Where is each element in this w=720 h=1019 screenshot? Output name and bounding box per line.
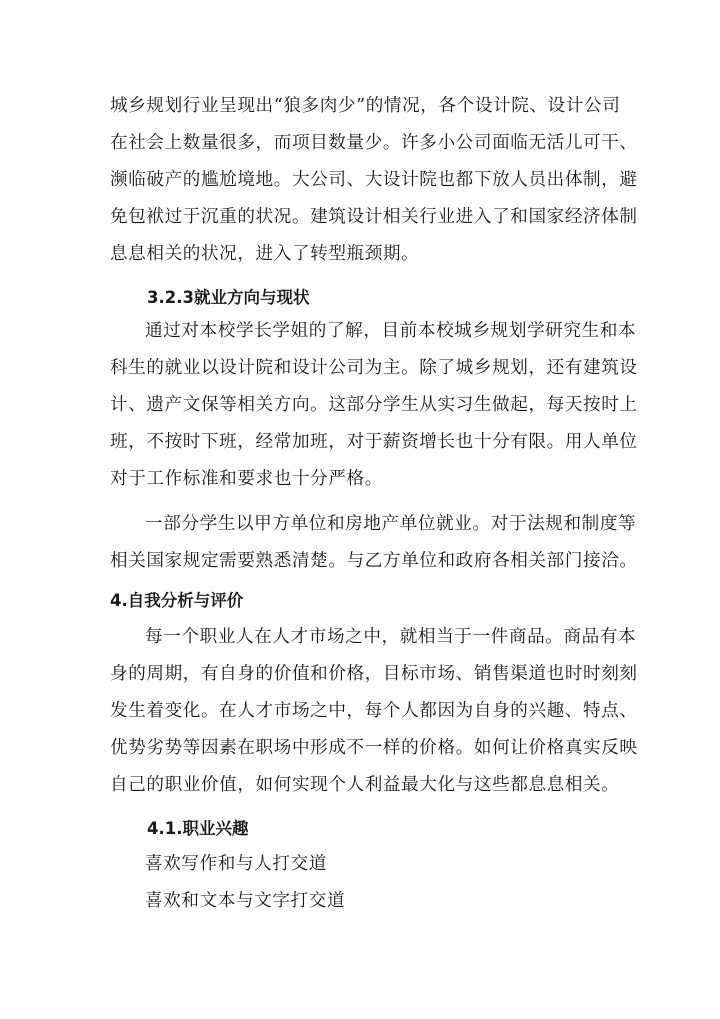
text-line: 优势劣势等因素在职场中形成不一样的价格。如何让价格真实反映 — [110, 738, 638, 758]
text-line: 息息相关的状况，进入了转型瓶颈期。 — [110, 244, 420, 264]
text-line: 计、遗产文保等相关方向。这部分学生从实习生做起，每天按时上 — [110, 395, 638, 415]
section-heading-3-2-3: 3.2.3就业方向与现状 — [147, 288, 310, 307]
text-line: 濒临破产的尴尬境地。大公司、大设计院也都下放人员出体制，避 — [110, 170, 638, 190]
section-heading-4-1: 4.1.职业兴趣 — [147, 819, 249, 838]
text-line: 身的周期，有自身的价值和价格，目标市场、销售渠道也时时刻刻 — [110, 664, 638, 684]
text-line: 免包袱过于沉重的状况。建筑设计相关行业进入了和国家经济体制 — [110, 207, 638, 227]
text-line: 在社会上数量很多，而项目数量少。许多小公司面临无活儿可干、 — [110, 133, 638, 153]
text-line: 通过对本校学长学姐的了解，目前本校城乡规划学研究生和本 — [145, 321, 637, 341]
list-item: 喜欢和文本与文字打交道 — [145, 891, 346, 911]
text-line: 一部分学生以甲方单位和房地产单位就业。对于法规和制度等 — [145, 514, 637, 534]
text-line: 对于工作标准和要求也十分严格。 — [110, 469, 383, 489]
text-line: 相关国家规定需要熟悉清楚。与乙方单位和政府各相关部门接洽。 — [110, 551, 638, 571]
text-line: 每一个职业人在人才市场之中，就相当于一件商品。商品有本 — [145, 627, 637, 647]
section-heading-4: 4.自我分析与评价 — [110, 591, 244, 610]
list-item: 喜欢写作和与人打交道 — [145, 854, 327, 874]
text-line: 自己的职业价值，如何实现个人利益最大化与这些都息息相关。 — [110, 775, 620, 795]
text-line: 发生着变化。在人才市场之中，每个人都因为自身的兴趣、特点、 — [110, 701, 638, 721]
text-line: 班，不按时下班，经常加班，对于薪资增长也十分有限。用人单位 — [110, 432, 638, 452]
text-line: 科生的就业以设计院和设计公司为主。除了城乡规划，还有建筑设 — [110, 358, 638, 378]
text-line: 城乡规划行业呈现出“狼多肉少”的情况，各个设计院、设计公司 — [110, 96, 621, 116]
